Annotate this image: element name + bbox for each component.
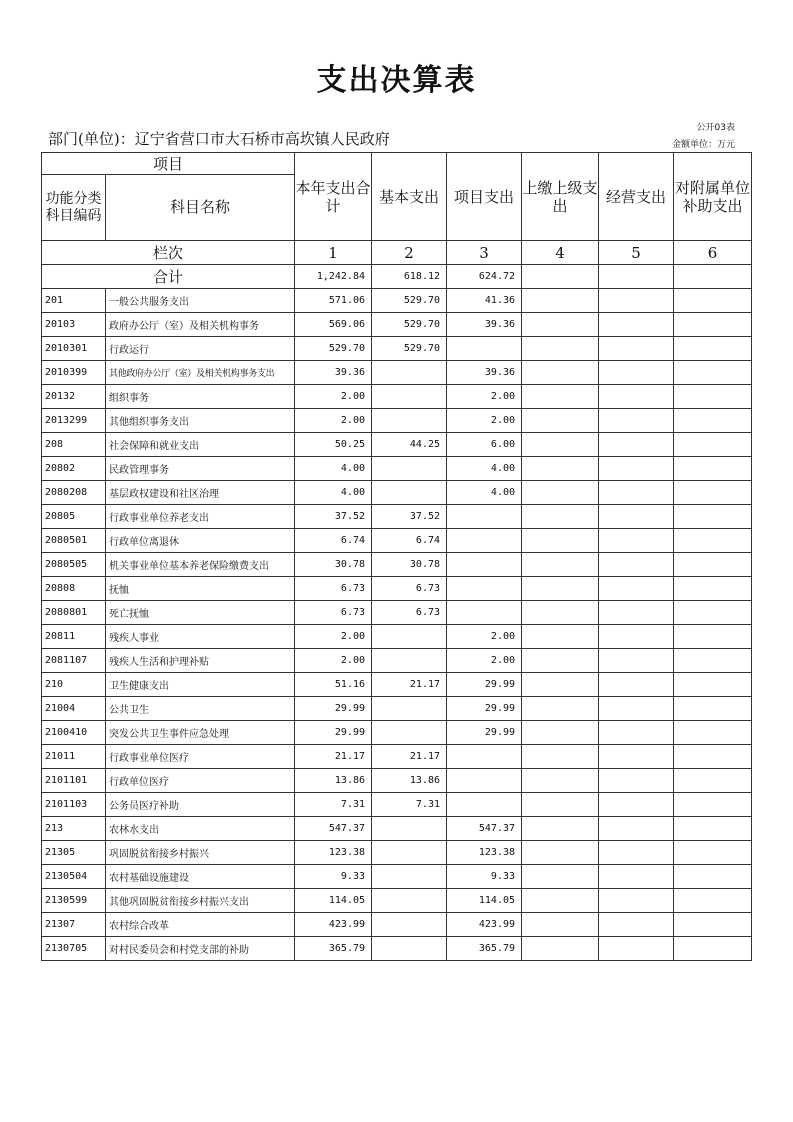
header-code: 功能分类科目编码 bbox=[42, 175, 106, 241]
row-code: 2080801 bbox=[42, 601, 106, 625]
row-value bbox=[599, 601, 674, 625]
table-row bbox=[42, 793, 752, 817]
table-row bbox=[42, 385, 752, 409]
table-row bbox=[42, 625, 752, 649]
row-value bbox=[674, 505, 752, 529]
row-value: 29.99 bbox=[447, 721, 522, 745]
row-name: 其他政府办公厅（室）及相关机构事务支出 bbox=[106, 361, 295, 385]
row-value bbox=[599, 865, 674, 889]
row-value bbox=[522, 289, 599, 313]
lanci-num: 5 bbox=[599, 241, 674, 265]
row-value bbox=[674, 817, 752, 841]
row-value: 29.99 bbox=[447, 673, 522, 697]
lanci-num: 2 bbox=[372, 241, 447, 265]
row-value: 529.70 bbox=[372, 313, 447, 337]
row-value: 44.25 bbox=[372, 433, 447, 457]
row-code: 2080208 bbox=[42, 481, 106, 505]
table-row bbox=[42, 481, 752, 505]
header-name: 科目名称 bbox=[106, 175, 295, 241]
row-value bbox=[599, 313, 674, 337]
row-value bbox=[674, 649, 752, 673]
row-name: 社会保障和就业支出 bbox=[106, 433, 295, 457]
row-value: 529.70 bbox=[372, 337, 447, 361]
row-value bbox=[599, 481, 674, 505]
row-value: 9.33 bbox=[295, 865, 372, 889]
table-row bbox=[42, 865, 752, 889]
row-name: 死亡抚恤 bbox=[106, 601, 295, 625]
row-value: 39.36 bbox=[295, 361, 372, 385]
expenditure-table bbox=[41, 152, 752, 961]
row-value bbox=[674, 313, 752, 337]
table-row bbox=[42, 433, 752, 457]
row-code: 2101103 bbox=[42, 793, 106, 817]
row-value bbox=[522, 361, 599, 385]
row-value bbox=[599, 889, 674, 913]
row-value: 6.73 bbox=[295, 577, 372, 601]
row-name: 残疾人事业 bbox=[106, 625, 295, 649]
table-row bbox=[42, 817, 752, 841]
row-value bbox=[674, 433, 752, 457]
row-value: 123.38 bbox=[295, 841, 372, 865]
lanci-num: 6 bbox=[674, 241, 752, 265]
row-value bbox=[522, 817, 599, 841]
row-value bbox=[522, 553, 599, 577]
row-value bbox=[372, 409, 447, 433]
row-value: 6.74 bbox=[295, 529, 372, 553]
row-value bbox=[674, 409, 752, 433]
row-value bbox=[599, 937, 674, 961]
row-name: 其他组织事务支出 bbox=[106, 409, 295, 433]
row-value bbox=[372, 721, 447, 745]
row-code: 208 bbox=[42, 433, 106, 457]
row-value bbox=[372, 697, 447, 721]
table-row bbox=[42, 649, 752, 673]
row-code: 2081107 bbox=[42, 649, 106, 673]
row-value bbox=[447, 529, 522, 553]
row-value bbox=[522, 649, 599, 673]
row-value bbox=[522, 913, 599, 937]
row-value bbox=[522, 337, 599, 361]
row-value: 2.00 bbox=[447, 625, 522, 649]
row-value bbox=[674, 289, 752, 313]
row-value bbox=[372, 457, 447, 481]
table-row bbox=[42, 673, 752, 697]
row-value bbox=[674, 529, 752, 553]
lanci-row bbox=[42, 241, 752, 265]
row-code: 20805 bbox=[42, 505, 106, 529]
row-name: 行政事业单位养老支出 bbox=[106, 505, 295, 529]
row-value: 7.31 bbox=[295, 793, 372, 817]
table-row bbox=[42, 721, 752, 745]
row-value: 29.99 bbox=[295, 721, 372, 745]
row-value bbox=[522, 745, 599, 769]
row-value bbox=[522, 889, 599, 913]
row-value bbox=[447, 553, 522, 577]
row-value: 39.36 bbox=[447, 313, 522, 337]
row-value bbox=[599, 385, 674, 409]
row-value bbox=[522, 433, 599, 457]
row-value: 29.99 bbox=[295, 697, 372, 721]
row-code: 20802 bbox=[42, 457, 106, 481]
row-value: 39.36 bbox=[447, 361, 522, 385]
row-value bbox=[372, 937, 447, 961]
row-code: 201 bbox=[42, 289, 106, 313]
row-value bbox=[674, 745, 752, 769]
table-row bbox=[42, 409, 752, 433]
table-row bbox=[42, 505, 752, 529]
total-value bbox=[599, 265, 674, 289]
row-value bbox=[522, 529, 599, 553]
row-name: 基层政权建设和社区治理 bbox=[106, 481, 295, 505]
row-name: 农村综合改革 bbox=[106, 913, 295, 937]
total-label: 合计 bbox=[42, 265, 295, 289]
table-row bbox=[42, 601, 752, 625]
lanci-label: 栏次 bbox=[42, 241, 295, 265]
row-code: 2130504 bbox=[42, 865, 106, 889]
row-value bbox=[674, 601, 752, 625]
row-value bbox=[522, 673, 599, 697]
row-name: 行政运行 bbox=[106, 337, 295, 361]
header-col-basic: 基本支出 bbox=[372, 153, 447, 241]
row-value bbox=[674, 553, 752, 577]
row-code: 20132 bbox=[42, 385, 106, 409]
row-value bbox=[599, 745, 674, 769]
row-code: 2080501 bbox=[42, 529, 106, 553]
row-value bbox=[522, 865, 599, 889]
row-value bbox=[599, 457, 674, 481]
row-value bbox=[599, 409, 674, 433]
row-value bbox=[674, 913, 752, 937]
row-value bbox=[599, 673, 674, 697]
row-name: 农林水支出 bbox=[106, 817, 295, 841]
row-value bbox=[372, 481, 447, 505]
row-value bbox=[447, 601, 522, 625]
total-value: 618.12 bbox=[372, 265, 447, 289]
total-value bbox=[522, 265, 599, 289]
row-value: 365.79 bbox=[295, 937, 372, 961]
row-value: 114.05 bbox=[447, 889, 522, 913]
row-code: 21305 bbox=[42, 841, 106, 865]
row-value: 6.74 bbox=[372, 529, 447, 553]
row-name: 对村民委员会和村党支部的补助 bbox=[106, 937, 295, 961]
row-value: 37.52 bbox=[372, 505, 447, 529]
row-value: 13.86 bbox=[372, 769, 447, 793]
row-value bbox=[522, 313, 599, 337]
department-label: 部门(单位)：辽宁省营口市大石桥市高坎镇人民政府 bbox=[48, 130, 390, 148]
row-value: 2.00 bbox=[447, 385, 522, 409]
row-value: 123.38 bbox=[447, 841, 522, 865]
row-name: 其他巩固脱贫衔接乡村振兴支出 bbox=[106, 889, 295, 913]
row-value bbox=[522, 793, 599, 817]
row-code: 20808 bbox=[42, 577, 106, 601]
row-value bbox=[522, 577, 599, 601]
row-name: 民政管理事务 bbox=[106, 457, 295, 481]
row-name: 公务员医疗补助 bbox=[106, 793, 295, 817]
row-value bbox=[599, 553, 674, 577]
row-value: 4.00 bbox=[295, 481, 372, 505]
row-value bbox=[522, 625, 599, 649]
row-value bbox=[599, 793, 674, 817]
row-value bbox=[447, 769, 522, 793]
row-value: 37.52 bbox=[295, 505, 372, 529]
table-row bbox=[42, 745, 752, 769]
header-project: 项目 bbox=[42, 153, 295, 175]
row-value bbox=[447, 505, 522, 529]
row-value bbox=[674, 625, 752, 649]
table-row bbox=[42, 769, 752, 793]
row-value bbox=[447, 337, 522, 361]
row-value: 21.17 bbox=[372, 745, 447, 769]
row-value: 569.06 bbox=[295, 313, 372, 337]
row-value bbox=[599, 841, 674, 865]
row-value bbox=[599, 817, 674, 841]
row-value bbox=[372, 913, 447, 937]
row-value bbox=[372, 385, 447, 409]
row-value bbox=[372, 841, 447, 865]
row-value: 21.17 bbox=[372, 673, 447, 697]
row-value: 4.00 bbox=[447, 481, 522, 505]
row-value bbox=[372, 817, 447, 841]
row-value bbox=[599, 529, 674, 553]
row-code: 2010301 bbox=[42, 337, 106, 361]
row-name: 行政单位离退休 bbox=[106, 529, 295, 553]
row-value bbox=[674, 697, 752, 721]
row-code: 210 bbox=[42, 673, 106, 697]
row-value: 6.73 bbox=[295, 601, 372, 625]
row-name: 农村基础设施建设 bbox=[106, 865, 295, 889]
row-value bbox=[599, 649, 674, 673]
row-code: 2130705 bbox=[42, 937, 106, 961]
row-value bbox=[599, 433, 674, 457]
page-title: 支出决算表 bbox=[316, 63, 477, 98]
row-value: 6.73 bbox=[372, 601, 447, 625]
row-value bbox=[674, 841, 752, 865]
row-code: 21307 bbox=[42, 913, 106, 937]
row-code: 2080505 bbox=[42, 553, 106, 577]
row-value: 547.37 bbox=[295, 817, 372, 841]
table-row bbox=[42, 937, 752, 961]
row-value: 41.36 bbox=[447, 289, 522, 313]
row-value bbox=[674, 721, 752, 745]
row-value bbox=[522, 481, 599, 505]
table-row bbox=[42, 697, 752, 721]
row-name: 组织事务 bbox=[106, 385, 295, 409]
row-value: 2.00 bbox=[295, 649, 372, 673]
table-row bbox=[42, 577, 752, 601]
row-value: 6.00 bbox=[447, 433, 522, 457]
row-value: 365.79 bbox=[447, 937, 522, 961]
table-row bbox=[42, 553, 752, 577]
row-value bbox=[522, 937, 599, 961]
row-value: 423.99 bbox=[295, 913, 372, 937]
row-value bbox=[522, 697, 599, 721]
header-col-subsidy: 对附属单位补助支出 bbox=[674, 153, 752, 241]
row-value bbox=[522, 505, 599, 529]
row-value: 30.78 bbox=[372, 553, 447, 577]
table-row bbox=[42, 337, 752, 361]
row-value bbox=[599, 289, 674, 313]
row-code: 2130599 bbox=[42, 889, 106, 913]
row-value: 529.70 bbox=[372, 289, 447, 313]
row-value bbox=[522, 841, 599, 865]
row-value bbox=[674, 385, 752, 409]
row-code: 2013299 bbox=[42, 409, 106, 433]
row-value bbox=[522, 769, 599, 793]
row-value bbox=[674, 769, 752, 793]
row-value bbox=[674, 865, 752, 889]
row-value bbox=[447, 577, 522, 601]
row-name: 突发公共卫生事件应急处理 bbox=[106, 721, 295, 745]
row-value bbox=[522, 409, 599, 433]
row-value bbox=[522, 385, 599, 409]
row-value: 50.25 bbox=[295, 433, 372, 457]
header-col-operating: 经营支出 bbox=[599, 153, 674, 241]
row-value bbox=[674, 457, 752, 481]
row-code: 2010399 bbox=[42, 361, 106, 385]
row-code: 20811 bbox=[42, 625, 106, 649]
row-value bbox=[522, 721, 599, 745]
total-value: 1,242.84 bbox=[295, 265, 372, 289]
row-name: 行政单位医疗 bbox=[106, 769, 295, 793]
total-row bbox=[42, 265, 752, 289]
row-value: 29.99 bbox=[447, 697, 522, 721]
row-value: 21.17 bbox=[295, 745, 372, 769]
row-code: 20103 bbox=[42, 313, 106, 337]
row-value bbox=[599, 505, 674, 529]
row-value bbox=[674, 937, 752, 961]
row-value bbox=[674, 337, 752, 361]
row-value: 4.00 bbox=[295, 457, 372, 481]
row-code: 2101101 bbox=[42, 769, 106, 793]
row-value: 51.16 bbox=[295, 673, 372, 697]
row-value bbox=[522, 457, 599, 481]
row-value bbox=[372, 889, 447, 913]
row-value: 9.33 bbox=[447, 865, 522, 889]
table-row bbox=[42, 841, 752, 865]
row-name: 政府办公厅（室）及相关机构事务 bbox=[106, 313, 295, 337]
row-name: 一般公共服务支出 bbox=[106, 289, 295, 313]
row-code: 213 bbox=[42, 817, 106, 841]
row-value bbox=[522, 601, 599, 625]
row-value bbox=[599, 697, 674, 721]
row-value: 2.00 bbox=[295, 385, 372, 409]
row-value bbox=[372, 865, 447, 889]
row-value: 547.37 bbox=[447, 817, 522, 841]
row-name: 抚恤 bbox=[106, 577, 295, 601]
row-value: 2.00 bbox=[295, 409, 372, 433]
header-col-project: 项目支出 bbox=[447, 153, 522, 241]
row-value bbox=[674, 889, 752, 913]
row-name: 机关事业单位基本养老保险缴费支出 bbox=[106, 553, 295, 577]
row-value: 4.00 bbox=[447, 457, 522, 481]
table-row bbox=[42, 889, 752, 913]
row-value bbox=[674, 361, 752, 385]
row-value bbox=[599, 721, 674, 745]
amount-unit: 金额单位：万元 bbox=[671, 140, 735, 150]
row-value bbox=[447, 745, 522, 769]
table-row bbox=[42, 313, 752, 337]
row-value bbox=[447, 793, 522, 817]
row-value bbox=[599, 577, 674, 601]
lanci-num: 1 bbox=[295, 241, 372, 265]
row-value bbox=[372, 625, 447, 649]
row-value: 6.73 bbox=[372, 577, 447, 601]
table-row bbox=[42, 529, 752, 553]
table-row bbox=[42, 289, 752, 313]
row-value bbox=[674, 673, 752, 697]
row-value: 2.00 bbox=[295, 625, 372, 649]
row-name: 行政事业单位医疗 bbox=[106, 745, 295, 769]
row-value: 423.99 bbox=[447, 913, 522, 937]
lanci-num: 4 bbox=[522, 241, 599, 265]
row-value bbox=[599, 769, 674, 793]
row-value bbox=[372, 361, 447, 385]
row-value: 2.00 bbox=[447, 649, 522, 673]
total-value: 624.72 bbox=[447, 265, 522, 289]
form-code: 公开03表 bbox=[696, 123, 735, 133]
row-name: 公共卫生 bbox=[106, 697, 295, 721]
row-code: 21011 bbox=[42, 745, 106, 769]
lanci-num: 3 bbox=[447, 241, 522, 265]
row-value bbox=[674, 793, 752, 817]
row-value bbox=[599, 361, 674, 385]
row-code: 21004 bbox=[42, 697, 106, 721]
row-name: 巩固脱贫衔接乡村振兴 bbox=[106, 841, 295, 865]
table-row bbox=[42, 913, 752, 937]
row-value bbox=[599, 913, 674, 937]
header-col-total: 本年支出合计 bbox=[295, 153, 372, 241]
row-value: 7.31 bbox=[372, 793, 447, 817]
row-value: 2.00 bbox=[447, 409, 522, 433]
row-value bbox=[674, 577, 752, 601]
row-value: 114.05 bbox=[295, 889, 372, 913]
row-value bbox=[674, 481, 752, 505]
row-value: 30.78 bbox=[295, 553, 372, 577]
header-col-remit: 上缴上级支出 bbox=[522, 153, 599, 241]
row-value bbox=[599, 337, 674, 361]
row-value: 13.86 bbox=[295, 769, 372, 793]
row-code: 2100410 bbox=[42, 721, 106, 745]
row-value: 529.70 bbox=[295, 337, 372, 361]
row-value bbox=[599, 625, 674, 649]
row-value bbox=[372, 649, 447, 673]
table-row bbox=[42, 457, 752, 481]
row-name: 卫生健康支出 bbox=[106, 673, 295, 697]
row-value: 571.06 bbox=[295, 289, 372, 313]
row-name: 残疾人生活和护理补贴 bbox=[106, 649, 295, 673]
table-row bbox=[42, 361, 752, 385]
total-value bbox=[674, 265, 752, 289]
